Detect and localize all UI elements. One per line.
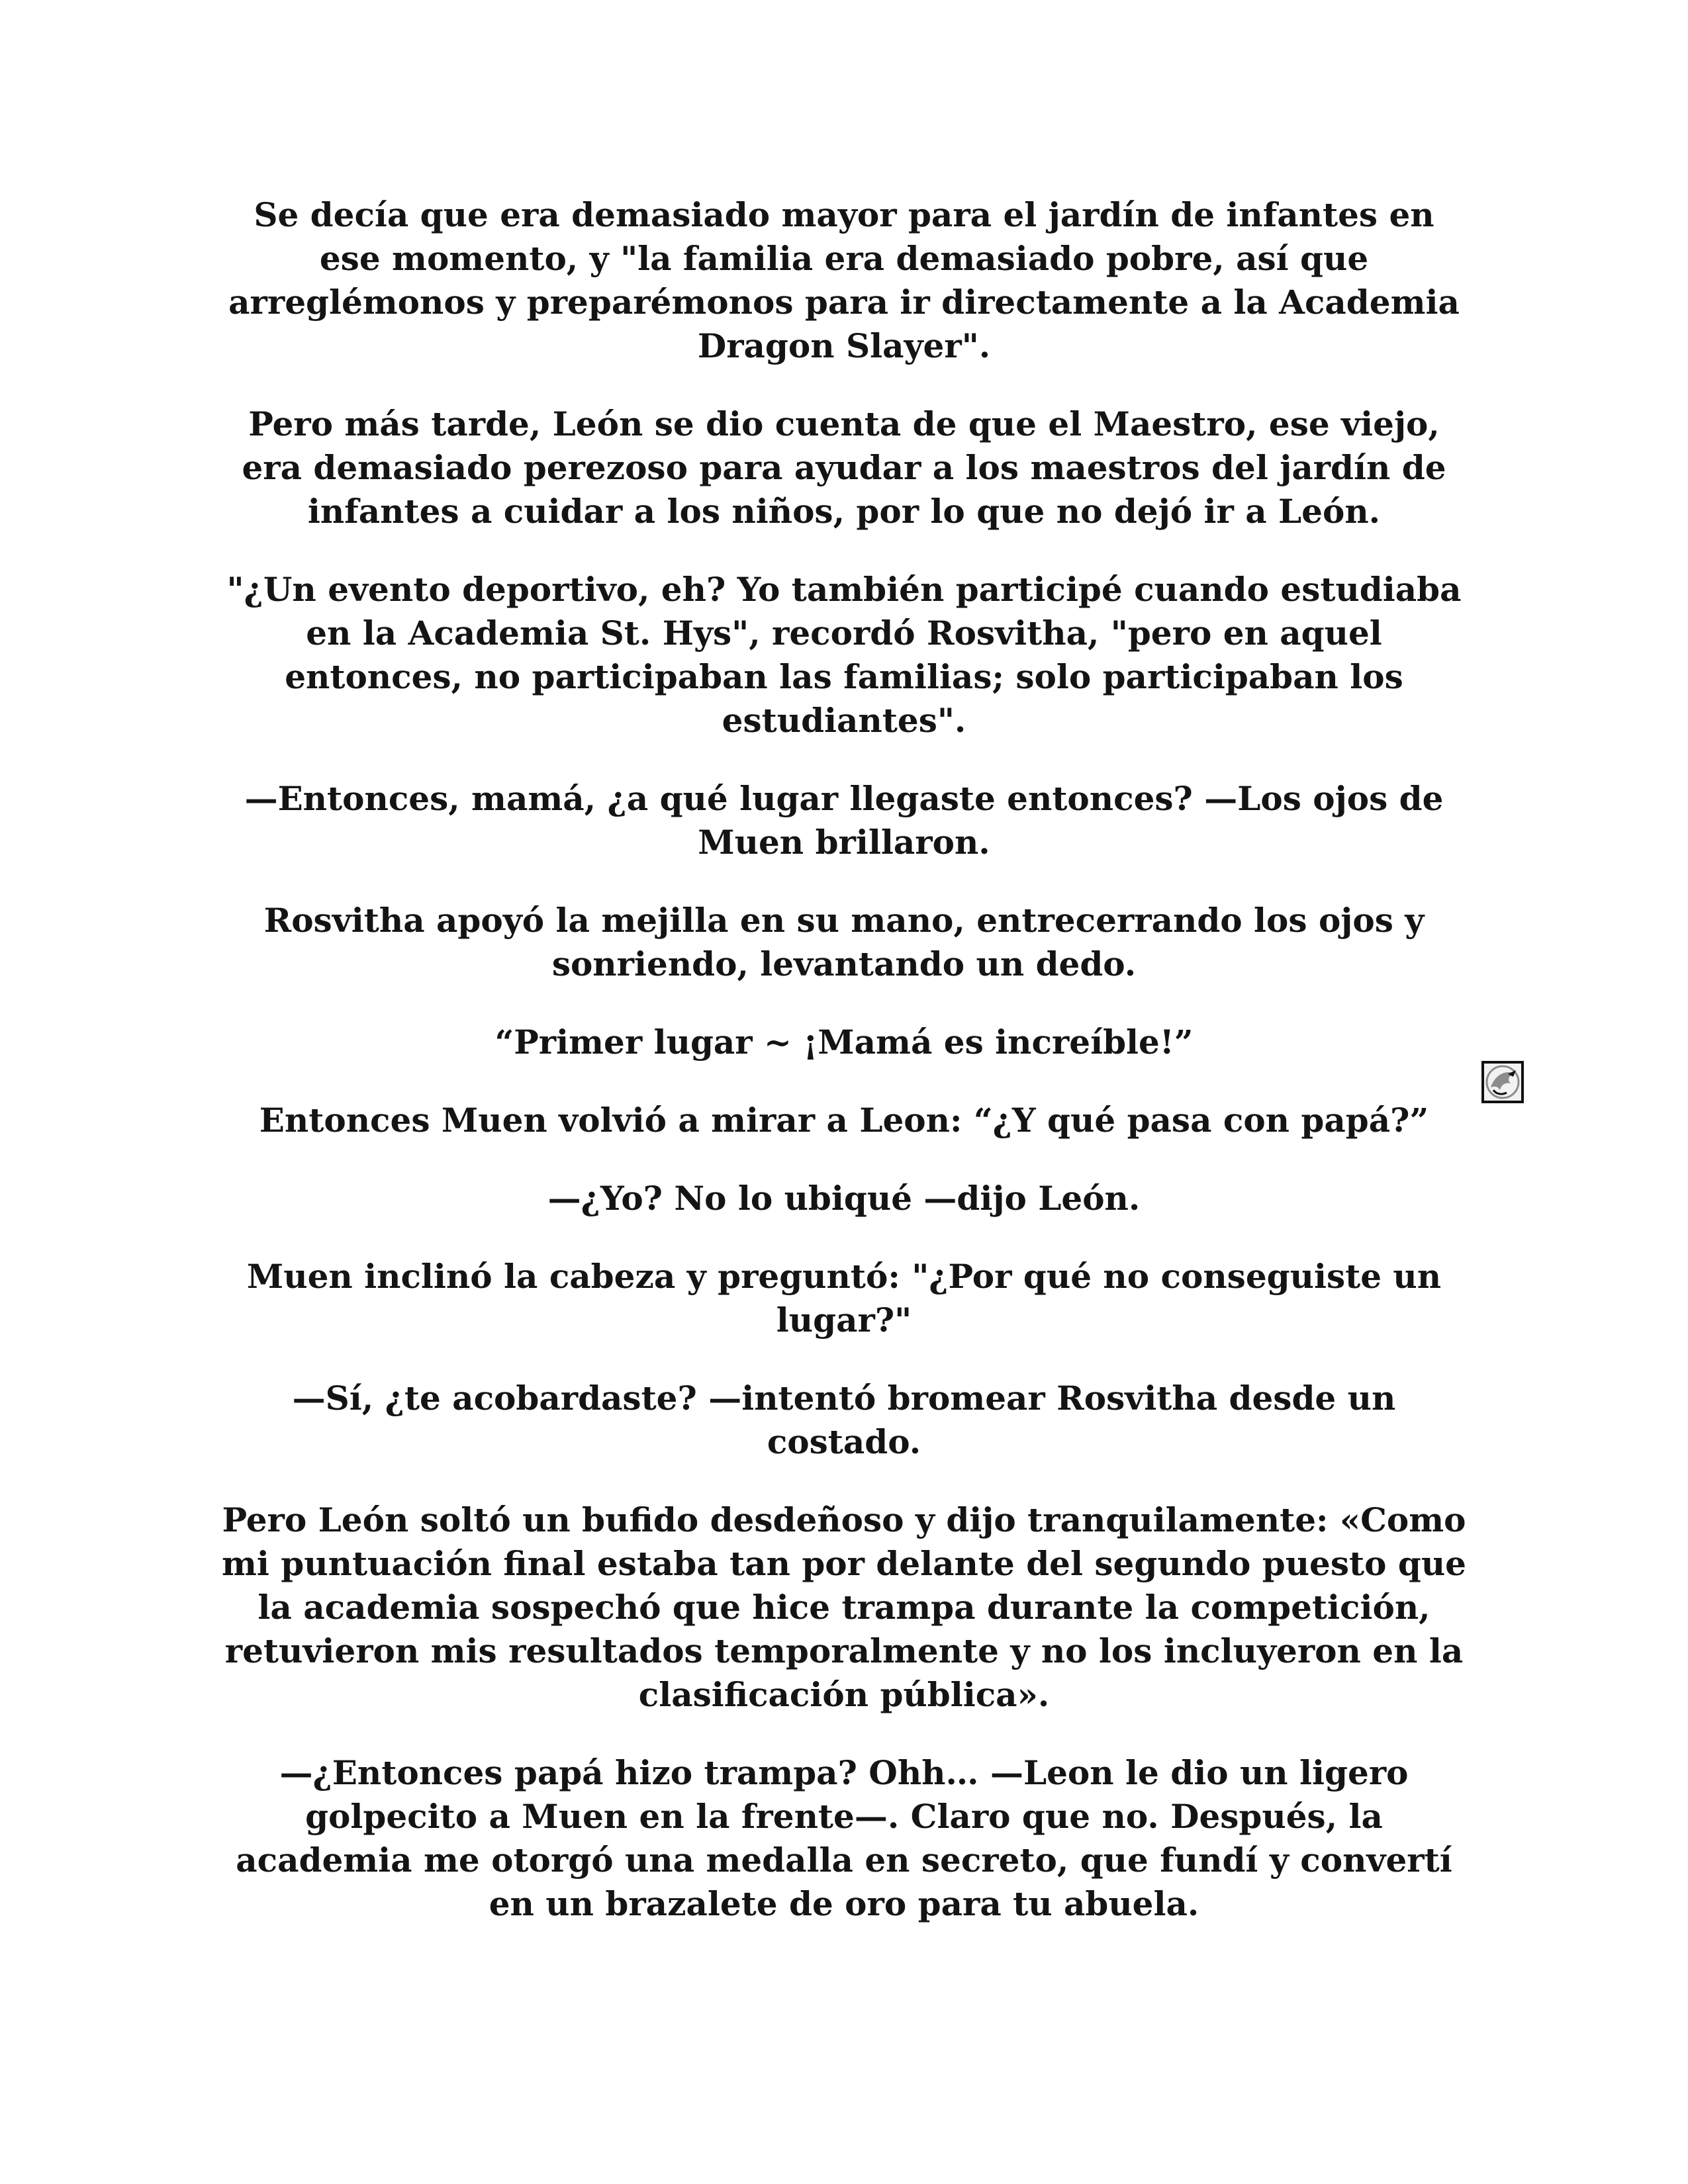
paragraph-6: “Primer lugar ~ ¡Mamá es increíble!” (494, 1023, 1194, 1062)
paragraph-10: —Sí, ¿te acobardaste? —intentó bromear Rosvitha desde un costado. (292, 1379, 1396, 1461)
paragraph-2: Pero más tarde, León se dio cuenta de que el Maestro, ese viejo, era demasiado perezoso para ayudar a los maestros del jardín de infantes a cuidar a los niños, por lo que no dejó ir a León. (242, 404, 1446, 531)
paragraph-3: "¿Un evento deportivo, eh? Yo también participé cuando estudiaba en la Academia St. Hys", recordó Rosvitha, "pero en aquel entonces, no participaban las familias; solo participaban los estudiantes". (226, 570, 1462, 740)
paragraph-12: —¿Entonces papá hizo trampa? Ohh… —Leon le dio un ligero golpecito a Muen en la frente—. Claro que no. Después, la academia me otorgó una medalla en secreto, que fundí y convertí en un brazalete de oro para tu abuela. (236, 1753, 1452, 1923)
paragraph-4: —Entonces, mamá, ¿a qué lugar llegaste entonces? —Los ojos de Muen brillaron. (244, 779, 1444, 862)
paragraph-5: Rosvitha apoyó la mejilla en su mano, entrecerrando los ojos y sonriendo, levantando un dedo. (263, 901, 1425, 983)
paragraph-11: Pero León soltó un bufido desdeñoso y dijo tranquilamente: «Como mi puntuación final estaba tan por delante del segundo puesto que la academia sospechó que hice trampa durante la competición, retuvieron mis resultados temporalmente y no los incluyeron en la clasificación pública». (221, 1500, 1466, 1714)
paragraph-1: Se decía que era demasiado mayor para el jardín de infantes en ese momento, y "la familia era demasiado pobre, así que arreglémonos y preparémonos para ir directamente a la Academia Dragon Slayer". (228, 195, 1460, 365)
text-column (218, 193, 1470, 1960)
paragraph-8: —¿Yo? No lo ubiqué —dijo León. (547, 1179, 1141, 1218)
paragraph-7: Entonces Muen volvió a mirar a Leon: “¿Y qué pasa con papá?” (259, 1101, 1429, 1140)
paragraph-9: Muen inclinó la cabeza y preguntó: "¿Por qué no conseguiste un lugar?" (246, 1257, 1442, 1340)
dragon-emblem-icon (1481, 1061, 1524, 1103)
